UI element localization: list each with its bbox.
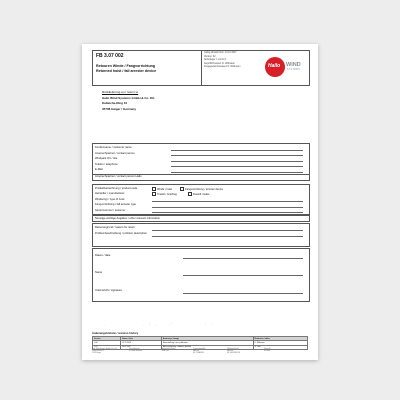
arrester-type-label: Fangvorrichtung / fall arrester type	[95, 203, 136, 206]
revision-version: 1.01	[93, 345, 121, 349]
option-dualift-label: DuaLift / Hailo	[192, 192, 210, 196]
signature-section	[92, 248, 310, 302]
meta-page: Seite/page: 1 von/of 1	[204, 59, 227, 61]
date-label: Datum / date	[95, 254, 111, 257]
serial-no-label: Seriennummer / serial no.	[95, 208, 126, 212]
manufacturer-label: Hersteller / manufacturer	[95, 192, 125, 195]
problem-description-field[interactable]	[152, 236, 303, 237]
footer-company	[92, 349, 117, 356]
contact-person-field[interactable]	[171, 155, 303, 156]
option-arrester[interactable]	[180, 187, 223, 191]
revision-header-change: Änderung / change	[161, 337, 253, 341]
address-street: Kalteiche-Ring 10	[102, 101, 128, 105]
address-heading: Rücklieferung an / return to	[102, 90, 139, 94]
other-info-label: Sonstige wichtige Angaben / other relevant information	[95, 216, 160, 220]
footer-line: Commerzbank AG	[193, 349, 206, 350]
option-arrester-label: Fangvorrichtung / arrester device	[184, 187, 224, 191]
footer-line: Geschäftsführer	[129, 349, 140, 350]
customer-section	[92, 143, 310, 181]
name-field[interactable]	[183, 275, 303, 276]
option-hoist-label: Winde / hoist	[156, 187, 172, 191]
problem-description-label: Problembeschreibung / problem description	[95, 232, 147, 235]
document-title-de: Retouren Winde / Fangvorrichtung	[96, 64, 156, 68]
footer-court	[162, 349, 175, 353]
telephone-label: Telefon / telephone	[95, 162, 118, 166]
customer-name-field[interactable]	[171, 150, 303, 151]
footer-line: HRA 5530	[162, 351, 169, 353]
telephone-field[interactable]	[171, 166, 303, 167]
product-code-label: Produktbezeichnung / product code	[95, 186, 138, 190]
address-city: 35708 Haiger / Germany	[102, 106, 137, 111]
return-address	[102, 90, 154, 112]
form-page	[82, 44, 318, 360]
footer-line: BIC GENODE51DIL	[227, 353, 241, 355]
product-section	[92, 184, 310, 216]
footer-line: Volksbank Dill eG	[227, 349, 239, 350]
revision-editor: S. Löhr	[253, 345, 307, 349]
customer-name-label: Kundenname / customer name	[95, 146, 132, 149]
footer-management	[129, 349, 142, 353]
meta-checked: Geprüft/checked: D. Wißmann	[204, 62, 235, 65]
document-header	[92, 50, 310, 86]
legal-notes	[92, 323, 308, 328]
option-tractel-label: Tractel / Greifzug	[156, 192, 177, 196]
logo-systems: SYSTEMS	[287, 69, 301, 71]
footer-line: USt-IdNr.	[264, 351, 271, 353]
arrester-checkbox[interactable]	[180, 187, 184, 191]
document-meta	[204, 52, 260, 70]
name-label: Name	[95, 271, 103, 274]
option-dualift[interactable]	[188, 192, 209, 196]
document-title-en: Returned hoist / fall arrester device	[96, 69, 157, 73]
logo-brand: Hailo	[268, 63, 281, 69]
option-hoist[interactable]	[152, 187, 172, 191]
revision-change: Neuerstellung / new publication	[161, 341, 253, 345]
footer-line: Dr. Kaveh Bärmann	[129, 351, 143, 353]
return-reason-field[interactable]	[152, 230, 303, 231]
serial-no-field[interactable]	[152, 212, 303, 213]
meta-version: Version: 02	[204, 55, 216, 58]
email-field[interactable]	[171, 172, 303, 173]
hoist-type-field[interactable]	[152, 201, 303, 202]
option-tractel[interactable]	[152, 192, 177, 196]
tractel-checkbox[interactable]	[152, 192, 156, 196]
footer-line: IBAN DE	[193, 351, 200, 353]
signature-label: Unterschrift / signature	[95, 289, 123, 292]
footer-line: 35708 Haiger	[92, 353, 102, 355]
hoist-checkbox[interactable]	[152, 187, 156, 191]
revision-version: 1.00	[93, 341, 121, 345]
revision-date: 19.07.2017	[121, 345, 162, 349]
revision-header-version: Version	[93, 337, 121, 341]
revision-date: 15.12.2016	[121, 341, 162, 345]
footer-bank-2	[227, 349, 240, 356]
other-info-section	[92, 214, 310, 222]
return-reason-section	[92, 223, 310, 247]
footer-line: Amtsgericht Wetzlar	[162, 349, 176, 350]
site-field[interactable]	[171, 161, 303, 162]
meta-valid-from: Gültig ab/valid from: 19.07.2017	[204, 52, 237, 54]
revision-header-editor: Bearbeiter / editor	[253, 337, 307, 341]
contact-hailo-label: Ansprechpartner / contact person Hailo	[95, 175, 142, 178]
logo-wind: WIND	[286, 62, 301, 68]
meta-released: Freigegeben/released: D. Wißmann	[204, 66, 241, 68]
footer-bank-1	[193, 349, 205, 356]
hailo-wind-logo	[265, 55, 307, 81]
hoist-type-label: Windentyp / type of hoist	[95, 197, 125, 201]
footer-line: Hailo Wind Systems GmbH & Co. KG	[92, 349, 117, 350]
revision-history-title: Änderungshistorie / revision history	[92, 332, 139, 335]
revision-header-date: Datum / date	[121, 337, 162, 341]
site-label: Windpark Ort / site	[95, 157, 118, 160]
footer-line: IBAN DE	[227, 351, 234, 353]
revision-editor: D. Wißmann	[253, 341, 307, 345]
contact-person-label: Ansprechpartner / contact person	[95, 151, 135, 155]
note-en: Returns from an operation outside the EU economic area will not be accepted for processing. Please contact your local service partner.	[92, 325, 188, 327]
date-field[interactable]	[183, 258, 303, 259]
signature-field[interactable]	[183, 293, 303, 294]
footer-line: Kalteiche-Ring 10	[92, 351, 104, 353]
footer-tax	[264, 349, 271, 353]
footer-line: Steuer-Nr.	[264, 349, 271, 350]
arrester-type-field[interactable]	[152, 207, 303, 208]
address-company: Hailo Wind Systems GmbH & Co. KG	[102, 95, 155, 100]
revision-change: Adressänderung / address updated	[161, 345, 253, 349]
dualift-checkbox[interactable]	[188, 192, 192, 196]
note-de: Retouren aus einem Einsatz außerhalb des EU-Wirtschaftsraumes oder den Gültigkeitsbereich der Hailo Wind Systems GmbH & Co. KG werden zur Bearbeitung nicht angenommen.	[92, 323, 221, 324]
document-number: FB 3.07 002	[96, 53, 124, 59]
email-label: E-Mail	[95, 168, 103, 171]
footer-line: BIC COBADEFF	[193, 353, 205, 355]
header-title-cell	[93, 51, 202, 85]
return-reason-label: Retourengrund / reason for return	[95, 226, 136, 229]
